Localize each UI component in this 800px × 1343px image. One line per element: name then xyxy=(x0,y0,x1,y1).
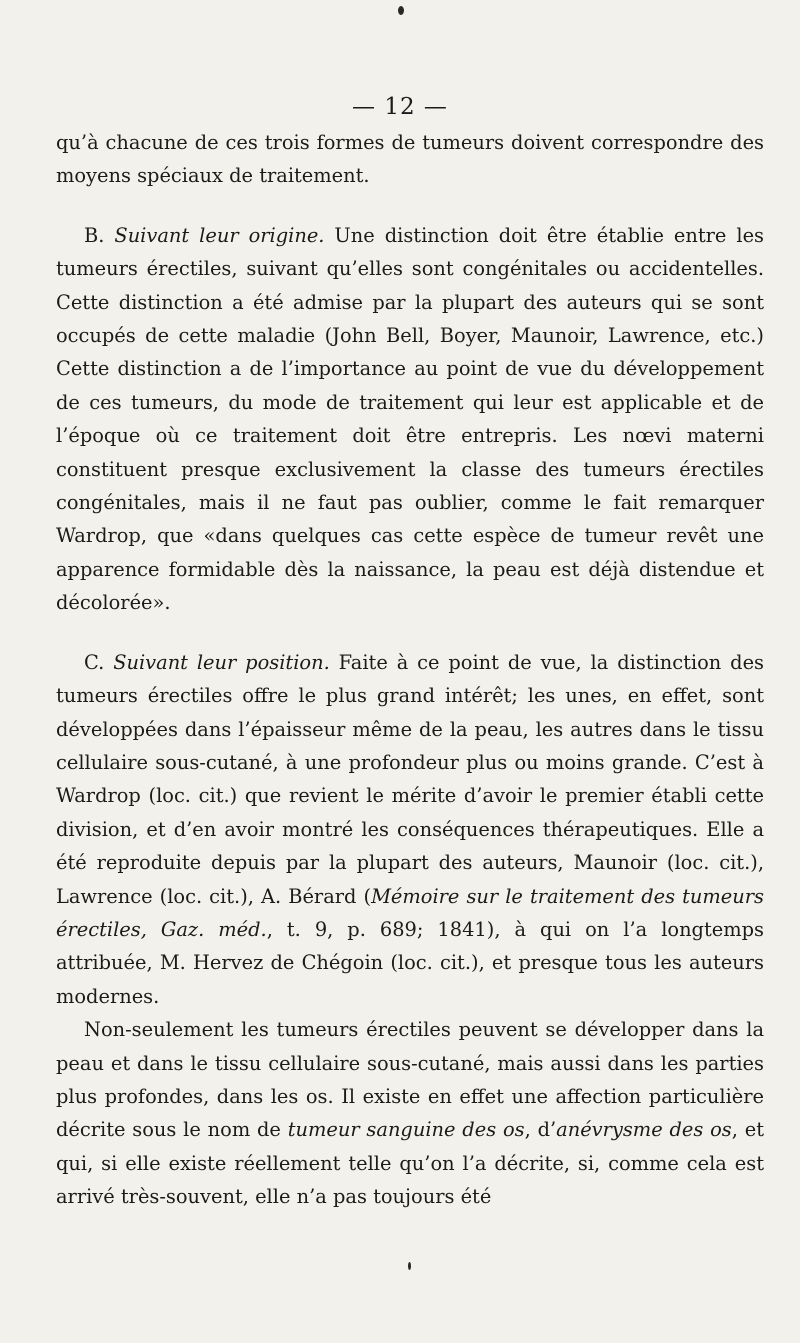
text-segment: , d’ xyxy=(524,1118,557,1142)
italic-text-segment: Suivant leur origine. xyxy=(114,223,325,247)
text-segment: Une distinction doit être établie entre les tumeurs érectiles, suivant qu’elles sont congénitales ou accidentelles. Cette distinction a été admise par la plupart des auteurs qui se sont occupés de cette maladie (John Bell, Boyer, Maunoir, Lawrence, etc.) Cette distinction a de l’importance au point de vue du développement de ces tumeurs, du mode de traitement qui leur est applicable et de l’époque où ce traitement doit être entrepris. Les nœvi materni constituent presque exclusivement la classe des tumeurs érectiles congénitales, mais il ne faut pas oublier, comme le fait remarquer Wardrop, que «dans quelques cas cette espèce de tumeur revêt une apparence formidable dès la naissance, la peau est déjà distendue et décolorée». xyxy=(56,223,765,615)
paragraph-intro xyxy=(56,126,764,193)
body-text xyxy=(56,126,764,1214)
text-segment: Non-seulement les tumeurs érectiles peuvent se développer dans la peau et dans le tissu cellulaire sous-cutané, mais aussi dans les parties plus profondes, dans les os. Il existe en effet une affection particulière décrite sous le nom de xyxy=(56,1018,764,1142)
page-number-header: — 12 — xyxy=(352,94,448,120)
paragraph-continuation xyxy=(56,1013,764,1213)
text-segment: , t. 9, p. 689; 1841), à qui on l’a longtemps attribuée, M. Hervez de Chégoin (loc. cit.), et presque tous les auteurs modernes. xyxy=(56,917,764,1008)
text-segment: qu’à chacune de ces trois formes de tumeurs doivent correspondre des moyens spéciaux de traitement. xyxy=(56,131,764,188)
italic-text-segment: tumeur sanguine des os xyxy=(287,1118,525,1142)
italic-text-segment: Suivant leur position. xyxy=(113,650,330,674)
italic-text-segment: anévrysme des os xyxy=(556,1118,732,1142)
text-segment: , et qui, si elle existe réellement telle qu’on l’a décrite, si, comme cela est arrivé très-souvent, elle n’a pas toujours été xyxy=(56,1118,765,1209)
italic-text-segment: Mémoire sur le traitement des tumeurs érectiles, Gaz. méd. xyxy=(56,884,764,941)
ink-speck-bottom xyxy=(408,1262,411,1270)
text-segment: C. xyxy=(84,650,114,674)
ink-speck-top xyxy=(398,6,404,15)
paragraph-section-b xyxy=(56,219,764,620)
paragraph-section-c xyxy=(56,646,764,1013)
text-segment: Faite à ce point de vue, la distinction des tumeurs érectiles offre le plus grand intérêt; les unes, en effet, sont développées dans l’épaisseur même de la peau, les autres dans le tissu cellulaire sous-cutané, à une profondeur plus ou moins grande. C’est à Wardrop (loc. cit.) que revient le mérite d’avoir le premier établi cette division, et d’en avoir montré les conséquences thérapeutiques. Elle a été reproduite depuis par la plupart des auteurs, Maunoir (loc. cit.), Lawrence (loc. cit.), A. Bérard ( xyxy=(56,650,764,908)
text-segment: B. xyxy=(84,223,115,247)
